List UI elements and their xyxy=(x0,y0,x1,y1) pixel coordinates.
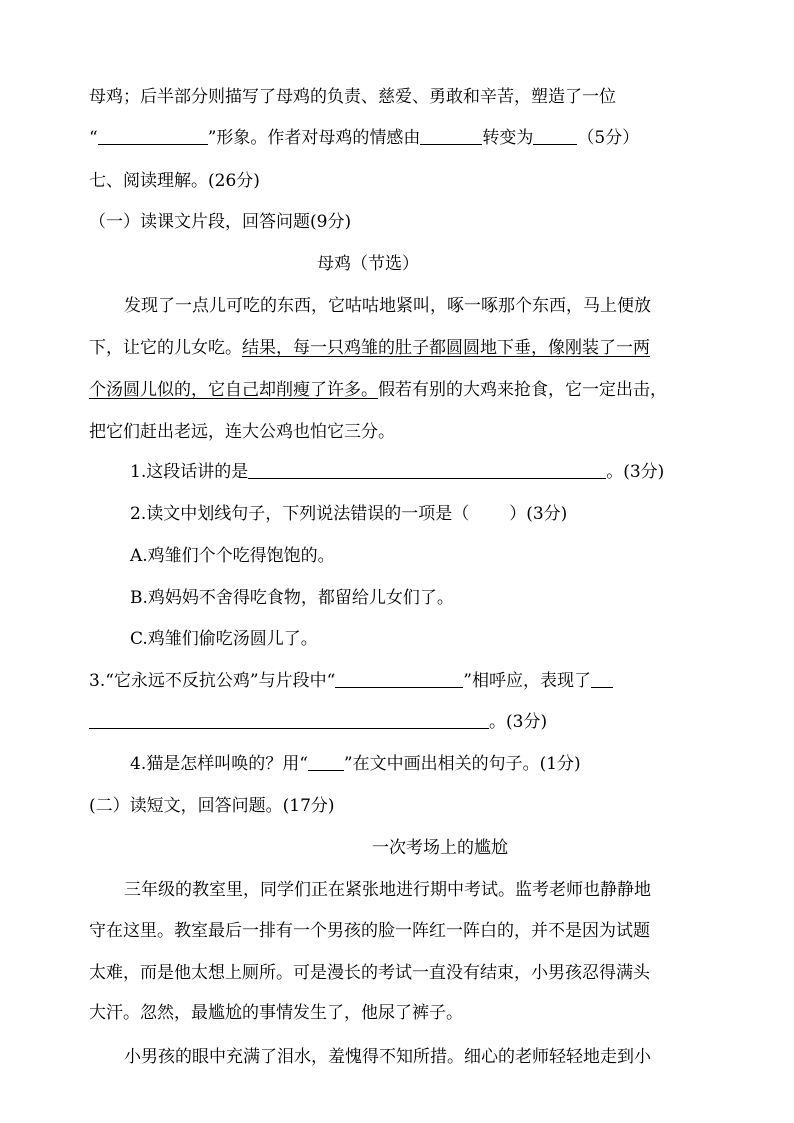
question-text: ”相呼应，表现了 xyxy=(463,671,591,691)
answer-blank[interactable] xyxy=(98,128,208,145)
score-label: 。(3分) xyxy=(489,712,548,732)
passage-line: 发现了一点儿可吃的东西，它咕咕地紧叫，啄一啄那个东西，马上便放 xyxy=(124,296,651,316)
question-4 xyxy=(130,753,581,775)
option-a: A.鸡雏们个个吃得饱饱的。 xyxy=(130,546,335,566)
question-1 xyxy=(130,461,664,483)
underlined-sentence: 结果，每一只鸡雏的肚子都圆圆地下垂，像刚装了一两 xyxy=(242,338,650,358)
passage-line: 小男孩的眼中充满了泪水，羞愧得不知所措。细心的老师轻轻地走到小 xyxy=(124,1047,651,1067)
question-text: 1.这段话讲的是 xyxy=(130,462,249,482)
text-segment: 下，让它的儿女吃。 xyxy=(89,338,242,358)
answer-blank[interactable] xyxy=(420,128,482,145)
underlined-sentence: 个汤圆儿似的，它自己却削瘦了许多。 xyxy=(89,380,378,400)
quote-open: “ xyxy=(89,128,98,148)
passage-line xyxy=(89,379,667,401)
option-b: B.鸡妈妈不舍得吃食物，都留给儿女们了。 xyxy=(130,588,454,608)
answer-blank[interactable] xyxy=(335,671,463,688)
passage-line xyxy=(89,337,650,359)
option-c: C.鸡雏们偷吃汤圆儿了。 xyxy=(130,629,318,649)
answer-blank[interactable] xyxy=(533,128,577,145)
passage-title: 一次考场上的尴尬 xyxy=(372,838,508,858)
passage-line: 守在这里。教室最后一排有一个男孩的脸一阵红一阵白的，并不是因为试题 xyxy=(89,921,650,941)
question-3 xyxy=(89,670,613,692)
part-heading: (二）读短文，回答问题。(17分) xyxy=(89,796,335,816)
question-3-cont xyxy=(89,711,547,733)
passage-line: 三年级的教室里，同学们正在紧张地进行期中考试。监考老师也静静地 xyxy=(124,880,651,900)
section-heading: 七、阅读理解。(26分) xyxy=(89,171,260,191)
answer-blank[interactable] xyxy=(89,712,489,729)
score-label: （5分） xyxy=(577,128,640,148)
answer-blank[interactable] xyxy=(248,462,606,479)
question-text: 2.读文中划线句子，下列说法错误的一项是（ xyxy=(130,504,470,524)
text-segment: 转变为 xyxy=(482,128,534,148)
question-text: 4.猫是怎样叫唤的？用“ xyxy=(130,754,308,774)
question-text: 3.“它永远不反抗公鸡”与片段中“ xyxy=(89,671,336,691)
text-line xyxy=(89,127,639,149)
answer-blank[interactable] xyxy=(591,671,613,688)
answer-blank[interactable] xyxy=(308,754,344,771)
text-segment: ”形象。作者对母鸡的情感由 xyxy=(207,128,421,148)
text-segment: 假若有别的大鸡来抢食，它一定出击， xyxy=(378,380,667,400)
passage-title: 母鸡（节选） xyxy=(317,254,419,274)
passage-line: 大汗。忽然，最尴尬的事情发生了，他尿了裤子。 xyxy=(89,1003,463,1023)
score-label: 。(3分) xyxy=(606,462,665,482)
passage-line: 把它们赶出老远，连大公鸡也怕它三分。 xyxy=(89,422,395,442)
part-heading: （一）读课文片段，回答问题(9分) xyxy=(89,212,352,232)
score-label: ）(3分) xyxy=(509,504,568,524)
text-line: 母鸡；后半部分则描写了母鸡的负责、慈爱、勇敢和辛苦，塑造了一位 xyxy=(89,87,616,107)
question-text: ”在文中画出相关的句子。(1分) xyxy=(343,754,581,774)
question-2 xyxy=(130,503,567,525)
passage-line: 太难，而是他太想上厕所。可是漫长的考试一直没有结束，小男孩忍得满头 xyxy=(89,963,650,983)
